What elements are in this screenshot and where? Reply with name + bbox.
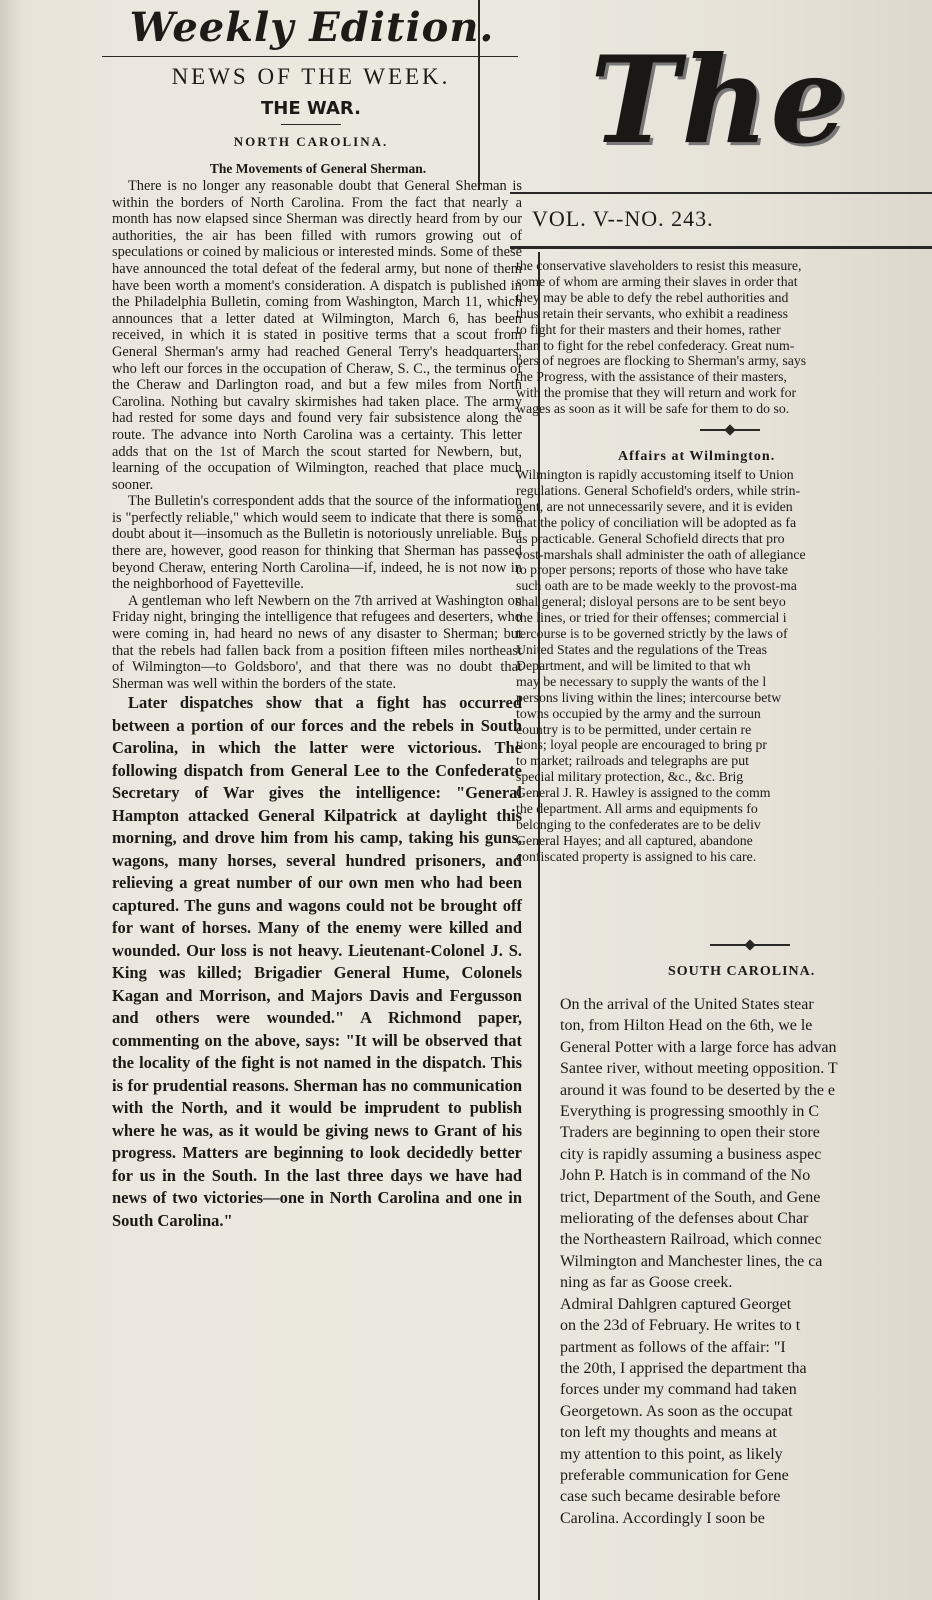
paragraph: A gentleman who left Newbern on the 7th arrived at Washington on Friday night, bringing the intelligence that refugees and deserters, who were coming in, had heard no news of any disaster to Sherman; but that the rebels had fallen back from a position fifteen miles northeast of Wilmington—to Goldsboro', and that there was no doubt that Sherman was well within the borders of the state.: [112, 592, 522, 692]
text-line: preferable communication for Gene: [560, 1466, 789, 1484]
text-line: gent, are not unnecessarily severe, and it is eviden: [516, 498, 793, 514]
text-line: such oath are to be made weekly to the provost-ma: [516, 578, 797, 594]
text-line: Everything is progressing smoothly in C: [560, 1103, 820, 1121]
text-line: John P. Hatch is in command of the No: [560, 1167, 811, 1185]
volume-number: VOL. V--NO. 243.: [532, 206, 714, 231]
text-line: vost-marshals shall administer the oath of allegiance: [516, 546, 806, 562]
column-rule: [538, 252, 540, 1600]
text-line: ton, from Hilton Head on the 6th, we le: [560, 1017, 813, 1035]
paragraph: The Bulletin's correspondent adds that the source of the information is "perfectly reliable," which would seem to indicate that there is some doubt about it—insomuch as the Bulletin is notoriously unreliable. But there are, however, good reason for thinking that Sherman has passed beyond Cheraw, entering North Carolina—if, indeed, he is not now in the neighborhood of Fayetteville.: [112, 493, 522, 593]
text-line: tercourse is to be governed strictly by the laws of: [516, 626, 788, 642]
text-line: United States and the regulations of the Treas: [516, 641, 767, 657]
article-body: [112, 178, 522, 1232]
article-title: The Movements of General Sherman.: [209, 161, 427, 176]
region-heading: NORTH CAROLINA.: [233, 134, 389, 149]
text-line: partment as follows of the affair: "I: [560, 1338, 786, 1356]
sub-heading: THE WAR.: [261, 98, 361, 119]
text-line: Admiral Dahlgren captured Georget: [560, 1295, 792, 1313]
text-line: special military protection, &c., &c. Brig: [516, 769, 744, 785]
text-line: wages as soon as it will be safe for them to do so.: [516, 401, 790, 417]
text-line: Department, and will be limited to that wh: [516, 657, 751, 673]
text-line: to fight for their masters and their homes, rather: [516, 321, 781, 337]
text-line: the Progress, with the assistance of their masters,: [516, 369, 787, 385]
south-carolina-heading: SOUTH CAROLINA.: [668, 964, 816, 979]
south-carolina-text: [560, 994, 932, 1529]
text-line: on the 23d of February. He writes to t: [560, 1317, 801, 1335]
text-line: Georgetown. As soon as the occupat: [560, 1402, 793, 1420]
left-column: [96, 0, 526, 1600]
text-line: persons living within the lines; intercourse betw: [516, 689, 782, 705]
text-line: the conservative slaveholders to resist this measure,: [516, 258, 802, 273]
text-line: thus retain their servants, who exhibit a readiness: [516, 305, 789, 321]
text-line: confiscated property is assigned to his care.: [516, 848, 757, 864]
text-line: may be necessary to supply the wants of the l: [516, 673, 767, 689]
text-line: regulations. General Schofield's orders, while strin-: [516, 482, 801, 498]
right-column-text: [516, 258, 932, 417]
text-line: that the policy of conciliation will be adopted as fa: [516, 514, 797, 530]
text-line: General Hayes; and all captured, abandone: [516, 832, 753, 848]
wilmington-heading: Affairs at Wilmington.: [618, 449, 776, 464]
text-line: General Potter with a large force has advan: [560, 1038, 837, 1056]
text-line: to market; railroads and telegraphs are put: [516, 753, 749, 769]
text-line: city is rapidly assuming a business aspec: [560, 1145, 822, 1163]
sub-rule: [281, 124, 341, 125]
weekly-edition-title: Weekly Edition.: [129, 4, 495, 51]
text-line: the 20th, I apprised the department tha: [560, 1359, 807, 1377]
text-line: belonging to the confederates are to be deliv: [516, 816, 761, 832]
text-line: Carolina. Accordingly I soon be: [560, 1509, 765, 1527]
text-line: than to fight for the rebel confederacy. Great num-: [516, 337, 795, 353]
text-line: Santee river, without meeting opposition. T: [560, 1060, 838, 1078]
text-line: to proper persons; reports of those who have take: [516, 562, 789, 578]
text-line: shal general; disloyal persons are to be sent beyo: [516, 594, 786, 610]
wilmington-text: [516, 467, 932, 865]
text-line: with the promise that they will return and work for: [516, 385, 797, 401]
text-line: country is to be permitted, under certain re: [516, 721, 752, 737]
text-line: the lines, or tried for their offenses; commercial i: [516, 610, 787, 626]
text-line: as practicable. General Schofield directs that pro: [516, 530, 785, 546]
text-line: towns occupied by the army and the surroun: [516, 705, 761, 721]
text-line: the department. All arms and equipments fo: [516, 801, 758, 817]
text-line: ton left my thoughts and means at: [560, 1424, 777, 1442]
text-line: Wilmington is rapidly accustoming itself to Union: [516, 467, 794, 482]
masthead-rule: [510, 246, 932, 249]
text-line: meliorating of the defenses about Char: [560, 1210, 809, 1228]
text-line: some of whom are arming their slaves in order that: [516, 273, 798, 289]
text-line: General J. R. Hawley is assigned to the comm: [516, 785, 771, 801]
text-line: case such became desirable before: [560, 1488, 781, 1506]
text-line: ning as far as Goose creek.: [560, 1274, 733, 1292]
text-line: Wilmington and Manchester lines, the ca: [560, 1252, 823, 1270]
title-rule: [102, 56, 518, 57]
text-line: On the arrival of the United States stear: [560, 996, 814, 1013]
text-line: trict, Department of the South, and Gene: [560, 1188, 821, 1206]
text-line: forces under my command had taken: [560, 1381, 797, 1399]
masthead-rule: [510, 192, 932, 194]
text-line: they may be able to defy the rebel authorities and: [516, 289, 789, 305]
section-divider: [700, 429, 760, 431]
newspaper-masthead: The: [590, 30, 849, 171]
text-line: tions; loyal people are encouraged to bring pr: [516, 737, 767, 753]
text-line: Traders are beginning to open their store: [560, 1124, 820, 1142]
text-line: bers of negroes are flocking to Sherman's army, says: [516, 353, 807, 369]
section-divider: [710, 944, 790, 946]
text-line: the Northeastern Railroad, which connec: [560, 1231, 822, 1249]
section-heading: NEWS OF THE WEEK.: [171, 64, 451, 89]
paragraph: There is no longer any reasonable doubt that General Sherman is within the borders of North Carolina. From the fact that nearly a month has now elapsed since Sherman was directly heard from by our authorities, the air has been filled with rumors growing out of speculations or coined by malicious or interested minds. Some of these have announced the total defeat of the federal army, but none of them have been worth a moment's consideration. A dispatch is published in the Philadelphia Bulletin, coming from Washington, March 11, which announces that a letter dated at Wilmington, March 6, has been received, in which it is stated in positive terms that a scout from General Sherman's army had reached General Terry's headquarters, who left our forces in the occupation of Cheraw, S. C., the terminus of the Cheraw and Darlington road, and but a few miles from North Carolina. Nothing but cavalry skirmishes had taken place. The army had rested for some days and found very fair subsistence along the route. The advance into North Carolina was a certainty. This letter adds that on the 1st of March the scout started for Newbern, but, learning of the occupation of Wilmington, reached that place much sooner.: [112, 178, 522, 493]
paragraph: Later dispatches show that a fight has occurred between a portion of our forces and the rebels in South Carolina, in which the latter were victorious. The following dispatch from General Lee to the Confederate Secretary of War gives the intelligence: "General Hampton attacked General Kilpatrick at daylight this morning, and drove him from his camp, taking his guns, wagons, many horses, several hundred prisoners, and relieving a great number of our own men who had been captured. The guns and wagons could not be brought off for want of horses. Many of the enemy were killed and wounded. Our loss is not heavy. Lieutenant-Colonel J. S. King was killed; Brigadier General Hume, Colonels Kagan and Morrison, and Majors Davis and Fergusson and others were wounded." A Richmond paper, commenting on the above, says: "It will be observed that the locality of the fight is not named in the dispatch. This is for prudential reasons. Sherman has no communication with the North, and it would be imprudent to publish where he was, as it would be giving news to Grant of his progress. Matters are beginning to look decidedly better for us in the South. In the last three days we have had news of two victories—one in North Carolina and one in South Carolina.": [112, 693, 522, 1230]
text-line: around it was found to be deserted by the e: [560, 1081, 836, 1099]
text-line: my attention to this point, as likely: [560, 1445, 783, 1463]
